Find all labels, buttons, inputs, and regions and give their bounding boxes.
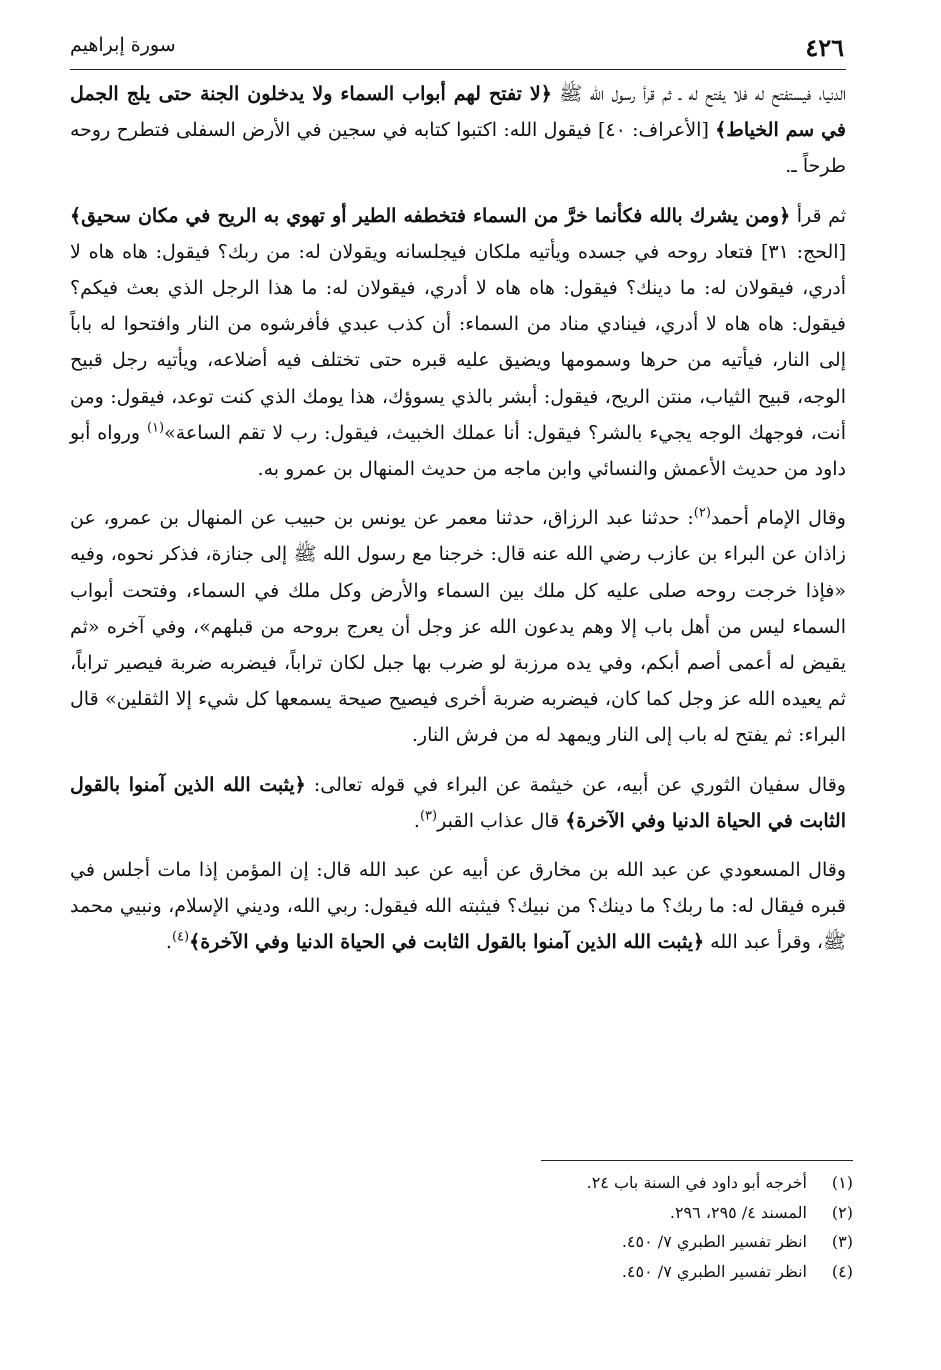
running-header xyxy=(70,32,846,70)
footnote-number: (٤) xyxy=(831,1261,853,1281)
text-run: : حدثنا عبد الرزاق، حدثنا معمر عن يونس بن حبيب عن المنهال بن عمرو، عن زاذان عن البراء بن عازب رضي الله عنه قال: خرجنا مع رسول الله ﷺ إلى جنازة، فذكر نحوه، وفيه «فإذا خرجت روحه صلى عليه كل ملك بين السماء والأرض وكل ملك في السماء، وفتحت أبواب السماء ليس من أهل باب إلا وهم يدعون الله عز وجل أن يعرج بروحه من قبلهم»، وفي آخره «ثم يقيض له أعمى أصم أبكم، وفي يده مرزبة لو ضرب بها جبل لكان تراباً، فيضربه ضربة فيصير تراباً، ثم يعيده الله عز وجل كما كان، فيضربه ضربة أخرى فيصيح صيحة يسمعها كل شيء إلا الثقلين» قال البراء: ثم يفتح له باب إلى النار ويمهد له من فرش النار. xyxy=(70,507,846,747)
footnote-number: (١) xyxy=(831,1173,853,1192)
footnote-item xyxy=(153,1168,853,1198)
footnote-text: انظر تفسير الطبري ٧/ ٤٥٠. xyxy=(621,1261,807,1281)
text-run: وقال سفيان الثوري عن أبيه، عن خيثمة عن البراء في قوله تعالى: xyxy=(305,773,846,796)
footnotes xyxy=(153,1168,853,1286)
quran-verse: ﴿يثبت الله الذين آمنوا بالقول الثابت في الحياة الدنيا وفي الآخرة﴾ xyxy=(70,773,846,832)
footnote-text: انظر تفسير الطبري ٧/ ٤٥٠. xyxy=(621,1232,807,1251)
text-run: ورواه أبو داود من حديث الأعمش والنسائي وابن ماجه من حديث المنهال بن عمرو به. xyxy=(70,421,846,481)
footnote-separator xyxy=(541,1160,853,1161)
footnote-number: (٣) xyxy=(831,1232,853,1251)
paragraph-2 xyxy=(70,198,846,488)
text-run: الدنيا، فيستفتح له فلا يفتح له ـ ثم قرأ رسول الله ﷺ xyxy=(551,83,846,105)
paragraph-4 xyxy=(70,767,846,839)
paragraph-3 xyxy=(70,500,846,753)
text-run: وقال المسعودي عن عبد الله بن مخارق عن أبيه عن عبد الله قال: إن المؤمن إذا مات أجلس في قبره فيقال له: ما ربك؟ ما دينك؟ من نبيك؟ فيثبته الله فيقول: ربي الله، وديني الإسلام، ونبيي محمد ﷺ، وقرأ عبد الله xyxy=(70,859,846,954)
page-number: ٤٢٦ xyxy=(805,33,844,62)
quran-verse: ﴿لا تفتح لهم أبواب السماء ولا يدخلون الجنة حتى يلج الجمل في سم الخياط﴾ xyxy=(70,83,846,142)
footnote-number: (٢) xyxy=(831,1202,853,1222)
paragraph-1 xyxy=(70,76,846,185)
text-run: . xyxy=(165,931,172,954)
footnote-ref-3: (٣) xyxy=(419,808,438,824)
footnote-ref-2: (٢) xyxy=(693,505,711,521)
footnote-ref-4: (٤) xyxy=(171,930,190,946)
quran-verse: ﴿يثبت الله الذين آمنوا بالقول الثابت في الحياة الدنيا وفي الآخرة﴾ xyxy=(189,931,705,954)
footnote-item xyxy=(153,1198,853,1228)
paragraph-5 xyxy=(70,852,846,961)
text-run: [الحج: ٣١] فتعاد روحه في جسده ويأتيه ملكان فيجلسانه ويقولان له: من ربك؟ فيقول: هاه هاه لا أدري، فيقولان له: ما دينك؟ فيقول: هاه هاه لا أدري، فيقولان له: ما هذا الرجل الذي بعث فيكم؟ فيقول: هاه هاه لا أدري، فينادي مناد من السماء: أن كذب عبدي فأفرشوه من النار وافتحوا له باباً إلى النار، فيأتيه من حرها وسمومها ويضيق عليه قبره حتى تختلف فيه أضلاعه، ويأتيه رجل قبيح الوجه، قبيح الثياب، منتن الريح، فيقول: أبشر بالذي يسوؤك، هذا يومك الذي كنت توعد، فيقول: ومن أنت، فوجهك الوجه يجيء بالشر؟ فيقول: أنا عملك الخبيث، فيقول: رب لا تقم الساعة» xyxy=(70,240,846,444)
text-run: وقال الإمام أحمد xyxy=(710,507,846,530)
text-run: قال عذاب القبر xyxy=(437,809,566,832)
footnote-ref-1: (١) xyxy=(146,420,165,436)
quran-verse: ﴿ومن يشرك بالله فكأنما خرَّ من السماء فتخطفه الطير أو تهوي به الريح في مكان سحيق﴾ xyxy=(70,204,791,227)
text-run: . xyxy=(413,809,420,832)
footnote-item xyxy=(153,1257,853,1287)
footnote-text: المسند ٤/ ٢٩٥، ٢٩٦. xyxy=(669,1202,807,1222)
footnote-text: أخرجه أبو داود في السنة باب ٢٤. xyxy=(586,1173,807,1192)
text-run: [الأعراف: ٤٠] فيقول الله: اكتبوا كتابه في سجين في الأرض السفلى فتطرح روحه طرحاً ـ. xyxy=(70,119,846,178)
header-rule xyxy=(70,69,846,70)
text-run: ثم قرأ xyxy=(790,204,847,227)
main-text xyxy=(70,76,846,974)
footnote-item xyxy=(153,1227,853,1257)
surah-title: سورة إبراهيم xyxy=(70,34,176,56)
